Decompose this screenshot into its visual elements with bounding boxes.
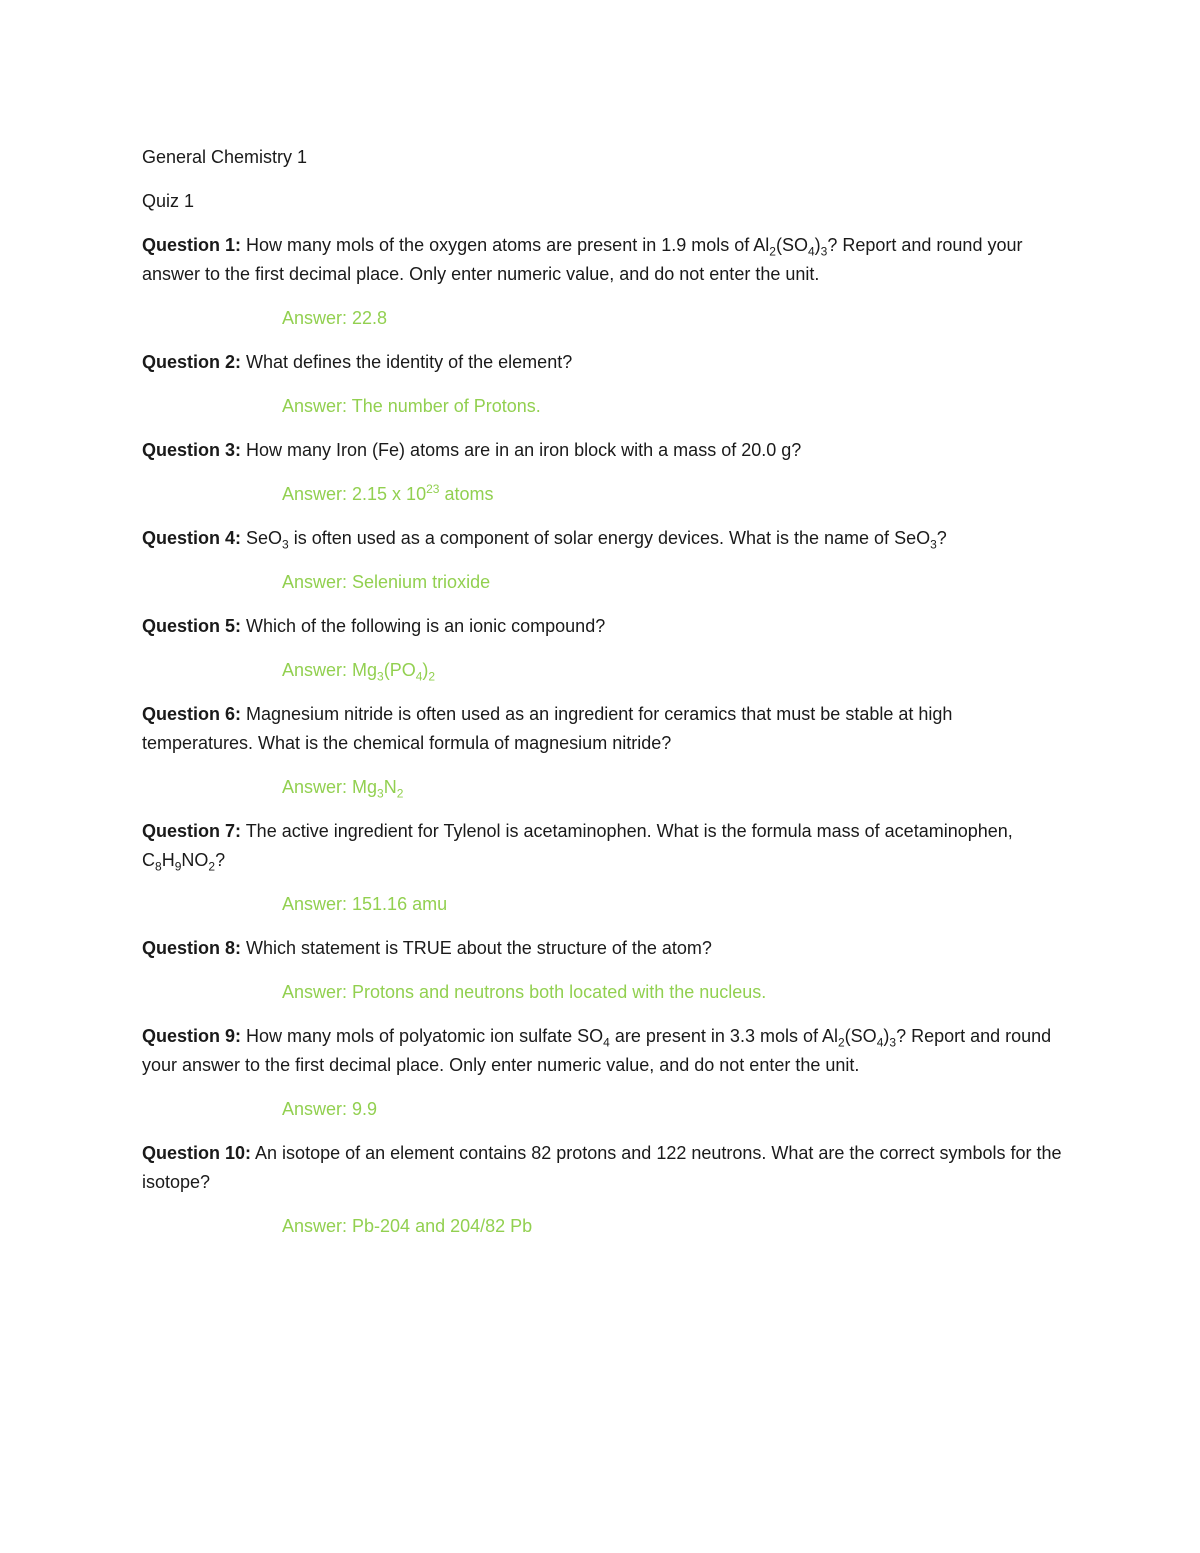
subscript: 9 (174, 859, 182, 874)
question-label: Question 10: (142, 1143, 252, 1163)
question-text: ? (215, 850, 226, 870)
subscript: 3 (820, 244, 828, 259)
question-text: SeO (241, 528, 283, 548)
question-text: ) (814, 235, 821, 255)
question-label: Question 6: (142, 704, 242, 724)
answer-text: Answer: 2.15 x 10 (282, 484, 427, 504)
question-text: How many Iron (Fe) atoms are in an iron block with a mass of 20.0 g? (241, 440, 802, 460)
subscript: 3 (930, 537, 937, 552)
subscript: 2 (837, 1035, 845, 1050)
answer-text: Answer: Mg (282, 777, 378, 797)
question-text: Which of the following is an ionic compound? (241, 616, 606, 636)
question-7 (142, 817, 1067, 875)
subscript: 4 (876, 1035, 884, 1050)
question-1 (142, 231, 1067, 289)
question-label: Question 1: (142, 235, 242, 255)
question-text: (SO (775, 235, 808, 255)
subscript: 2 (396, 786, 404, 801)
question-text: NO (181, 850, 209, 870)
question-label: Question 9: (142, 1026, 242, 1046)
answer-6 (282, 773, 1067, 802)
question-text: is often used as a component of solar energy devices. What is the name of SeO (288, 528, 931, 548)
document-title: General Chemistry 1 (142, 147, 308, 167)
answer-text: atoms (439, 484, 494, 504)
subscript: 3 (377, 669, 384, 684)
question-label: Question 5: (142, 616, 242, 636)
answer-2: Answer: The number of Protons. (282, 396, 541, 416)
subscript: 4 (603, 1035, 610, 1050)
question-text: The active ingredient for Tylenol is acetaminophen. What is the formula mass of acetaminophen, C (142, 821, 1013, 870)
answer-4: Answer: Selenium trioxide (282, 572, 491, 592)
question-text: How many mols of the oxygen atoms are present in 1.9 mols of Al (241, 235, 770, 255)
quiz-title: Quiz 1 (142, 191, 195, 211)
question-8 (142, 934, 1067, 963)
answer-5 (282, 656, 1067, 685)
question-label: Question 7: (142, 821, 242, 841)
answer-7: Answer: 151.16 amu (282, 894, 448, 914)
superscript: 23 (426, 482, 440, 496)
question-text: What defines the identity of the element? (241, 352, 573, 372)
answer-9: Answer: 9.9 (282, 1099, 378, 1119)
question-text: Magnesium nitride is often used as an ingredient for ceramics that must be stable at high temperatures. What is the chemical formula of magnesium nitride? (142, 704, 953, 753)
answer-8: Answer: Protons and neutrons both located with the nucleus. (282, 982, 767, 1002)
question-text: ? (936, 528, 947, 548)
question-4 (142, 524, 1067, 553)
question-text: How many mols of polyatomic ion sulfate SO (241, 1026, 604, 1046)
subscript: 3 (889, 1035, 897, 1050)
question-label: Question 3: (142, 440, 242, 460)
question-text: An isotope of an element contains 82 protons and 122 neutrons. What are the correct symbols for the isotope? (142, 1143, 1062, 1192)
question-5 (142, 612, 1067, 641)
question-3 (142, 436, 1067, 465)
subscript: 8 (155, 859, 162, 874)
answer-text: (PO (383, 660, 416, 680)
answer-3 (282, 480, 1067, 509)
subscript: 4 (415, 669, 423, 684)
question-text: Which statement is TRUE about the structure of the atom? (241, 938, 712, 958)
question-text: ? Report and round your answer to the first decimal place. Only enter numeric value, and do not enter the unit. (142, 235, 1023, 284)
subscript: 2 (208, 859, 216, 874)
subscript: 2 (769, 244, 776, 259)
subscript: 4 (807, 244, 815, 259)
question-10 (142, 1139, 1067, 1197)
answer-text: ) (422, 660, 429, 680)
question-text: (SO (844, 1026, 877, 1046)
subscript: 3 (282, 537, 289, 552)
answer-1: Answer: 22.8 (282, 308, 388, 328)
question-2 (142, 348, 1067, 377)
subscript: 2 (428, 669, 436, 684)
question-label: Question 2: (142, 352, 242, 372)
question-label: Question 4: (142, 528, 242, 548)
answer-10: Answer: Pb-204 and 204/82 Pb (282, 1216, 533, 1236)
question-text: ) (883, 1026, 890, 1046)
question-label: Question 8: (142, 938, 242, 958)
question-text: H (161, 850, 175, 870)
document-page (142, 143, 1067, 1256)
question-text: are present in 3.3 mols of Al (609, 1026, 838, 1046)
question-6 (142, 700, 1067, 758)
question-text: ? Report and round your answer to the first decimal place. Only enter numeric value, and do not enter the unit. (142, 1026, 1052, 1075)
question-9 (142, 1022, 1067, 1080)
answer-text: N (383, 777, 397, 797)
subscript: 3 (377, 786, 384, 801)
answer-text: Answer: Mg (282, 660, 378, 680)
